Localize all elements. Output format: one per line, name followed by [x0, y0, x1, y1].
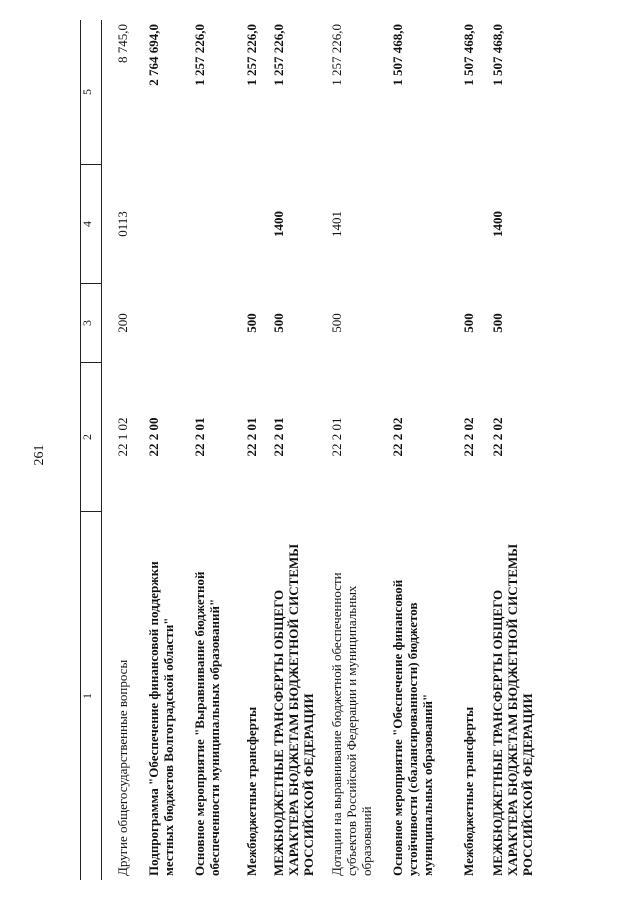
row-sum: 8 745,0 [115, 24, 130, 63]
row-vr: 500 [270, 313, 286, 333]
row-code: 22 2 02 [390, 417, 406, 457]
row-name: МЕЖБЮДЖЕТНЫЕ ТРАНСФЕРТЫ ОБЩЕГО ХАРАКТЕРА БЮДЖЕТАМ БЮДЖЕТНОЙ СИСТЕМЫ РОССИЙСКОЙ ФЕДЕРАЦИИ [490, 543, 535, 876]
row-sum: 1 257 226,0 [329, 24, 345, 86]
table-row [260, 20, 317, 880]
table-row [316, 20, 375, 880]
row-name: Основное мероприятие "Выравнивание бюджетной обеспеченности муниципальных образований" [191, 571, 222, 876]
page-number: 261 [32, 444, 47, 466]
row-vr: 200 [115, 313, 130, 333]
table-body [102, 20, 536, 880]
row-name: Подпрограмма "Обеспечение финансовой поддержки местных бюджетов Волгоградской области" [145, 561, 176, 876]
row-sum: 1 257 226,0 [191, 24, 207, 86]
row-rz [131, 165, 177, 284]
row-rz: 1400 [270, 211, 286, 237]
row-rz: 1400 [490, 211, 505, 237]
budget-table [80, 20, 536, 880]
table-row [375, 20, 436, 880]
row-vr [375, 284, 436, 363]
row-sum: 1 507 468,0 [390, 24, 406, 86]
row-code: 22 2 01 [191, 417, 207, 457]
row-rz [223, 165, 260, 284]
row-sum: 1 507 468,0 [490, 24, 505, 86]
row-code: 22 2 01 [243, 417, 259, 457]
row-name: Межбюджетные трансферты [461, 706, 477, 876]
row-vr: 500 [490, 313, 505, 333]
row-code: 22 2 02 [490, 417, 505, 457]
row-rz [177, 165, 223, 284]
row-code: 22 2 01 [270, 417, 286, 457]
table-row [223, 20, 260, 880]
row-sum: 1 507 468,0 [461, 24, 477, 86]
rotated-table-wrapper [80, 24, 600, 880]
row-code: 22 1 02 [115, 417, 130, 457]
row-code: 22 2 00 [145, 417, 161, 457]
row-vr [131, 284, 177, 363]
row-name: Дотации на выравнивание бюджетной обеспеченности субъектов Российской Федерации и муниципальных образований [329, 572, 375, 876]
row-name: Межбюджетные трансферты [243, 706, 259, 876]
row-rz: 1401 [329, 211, 345, 237]
row-code: 22 2 02 [461, 417, 477, 457]
row-rz: 0113 [115, 211, 130, 237]
row-name: МЕЖБЮДЖЕТНЫЕ ТРАНСФЕРТЫ ОБЩЕГО ХАРАКТЕРА БЮДЖЕТАМ БЮДЖЕТНОЙ СИСТЕМЫ РОССИЙСКОЙ ФЕДЕРАЦИИ [270, 543, 316, 876]
row-vr [177, 284, 223, 363]
row-vr: 500 [461, 313, 477, 333]
row-sum: 2 764 694,0 [145, 24, 161, 86]
row-vr: 500 [329, 313, 345, 333]
table-row [436, 20, 477, 880]
header-row [81, 20, 102, 880]
row-vr: 500 [243, 313, 259, 333]
row-sum: 1 257 226,0 [270, 24, 286, 86]
row-sum: 1 257 226,0 [243, 24, 259, 86]
header-col-4: 4 [81, 165, 102, 284]
header-col-1: 1 [81, 512, 102, 881]
row-name: Основное мероприятие "Обеспечение финансовой устойчивости (сбалансированности) бюджетов муниципальных образований" [390, 579, 436, 876]
table-row [131, 20, 177, 880]
header-col-5: 5 [81, 20, 102, 165]
table-row [102, 20, 131, 880]
row-rz [375, 165, 436, 284]
table-row [177, 20, 223, 880]
row-rz [436, 165, 477, 284]
header-col-2: 2 [81, 363, 102, 512]
header-col-3: 3 [81, 284, 102, 363]
row-code: 22 2 01 [329, 417, 345, 457]
table-row [477, 20, 536, 880]
row-name: Другие общегосударственные вопросы [115, 659, 130, 876]
